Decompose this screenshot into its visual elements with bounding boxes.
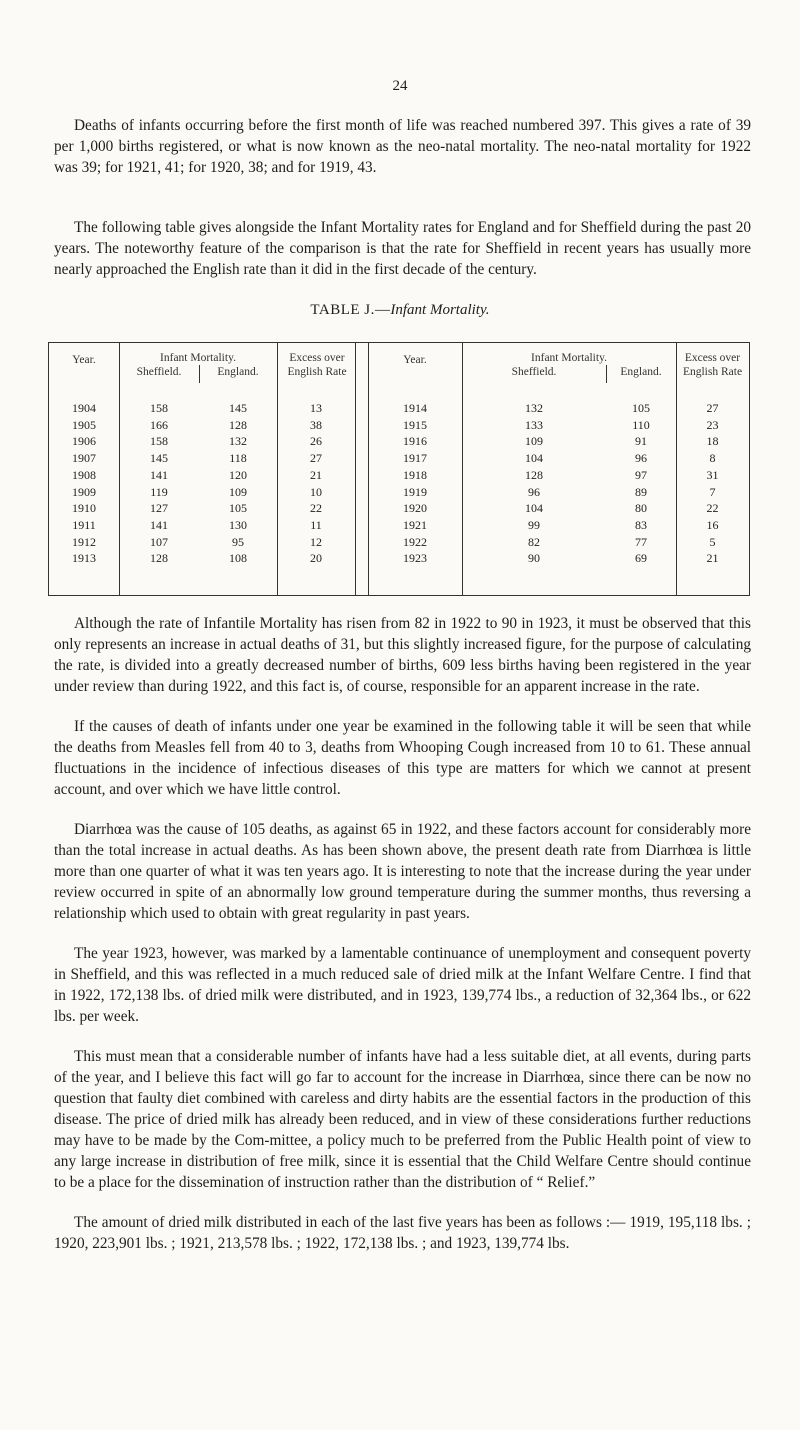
header-infant-mortality-right: Infant Mortality. — [531, 352, 607, 364]
left-cell: 1911 — [72, 517, 96, 532]
left-cell: 22 — [310, 501, 322, 516]
right-cell: 77 — [635, 534, 647, 549]
left-cell: 27 — [310, 451, 322, 466]
header-england: England. — [217, 366, 259, 378]
left-cell: 141 — [150, 517, 168, 532]
table-caption-prefix: TABLE J.— — [310, 302, 391, 318]
left-cell: 38 — [310, 417, 322, 432]
left-cell: 1909 — [72, 484, 96, 499]
right-cell: 5 — [709, 534, 716, 549]
left-cell: 1908 — [72, 467, 96, 482]
right-cell: 1921 — [403, 517, 427, 532]
right-cell: 1918 — [403, 467, 427, 482]
left-cell: 108 — [229, 551, 247, 566]
paragraph-text: The amount of dried milk distributed in each of the last five years has been as follows :— 1919, 195,118 lbs. ; 1920, 223,901 lbs. ; 1921, 213,578 lbs. ; 1922, 172,138 lbs. ; and 1923, 139,774 lbs. — [54, 1214, 751, 1252]
left-cell: 1904 — [72, 401, 96, 415]
body-paragraphs — [54, 613, 751, 1254]
right-cell: 18 — [706, 434, 719, 449]
right-cell: 89 — [635, 484, 647, 499]
left-cell: 1905 — [72, 417, 96, 432]
right-cell: 23 — [706, 417, 719, 432]
header-sheffield-right: Sheffield. — [511, 366, 557, 378]
left-cell: 1910 — [72, 501, 96, 516]
right-cell: 132 — [525, 401, 543, 415]
left-cell: 132 — [229, 434, 247, 449]
right-cell: 1920 — [403, 501, 427, 516]
paragraph-text: Deaths of infants occurring before the first month of life was reached numbered 397. This gives a rate of 39 per 1,000 births registered, or what is now known as the neo-natal mortality. The neo-natal mortality for 1922 was 39; for 1921, 41; for 1920, 38; and for 1919, 43. — [54, 117, 751, 176]
right-cell: 1914 — [403, 401, 427, 415]
left-cell: 119 — [150, 484, 168, 499]
left-cell: 141 — [150, 467, 168, 482]
right-cell: 1923 — [403, 551, 427, 566]
left-cell: 107 — [150, 534, 168, 549]
right-cell: 110 — [632, 417, 650, 432]
paragraph-table-intro — [54, 217, 751, 280]
left-cell: 11 — [310, 517, 322, 532]
left-cell: 21 — [310, 467, 322, 482]
right-cell: 109 — [525, 434, 543, 449]
header-excess-line2: English Rate — [682, 366, 743, 378]
table-caption — [0, 302, 800, 319]
left-cell: 130 — [229, 517, 247, 532]
left-cell: 158 — [150, 401, 168, 415]
infant-mortality-table — [48, 342, 750, 596]
right-cell: 22 — [706, 501, 719, 516]
paragraph-text: Diarrhœa was the cause of 105 deaths, as against 65 in 1922, and these factors account for considerably more than the total increase in actual deaths. As has been shown above, the present death rate from Diarrhœa is little more than one quarter of what it was ten years ago. It is interesting to note that the increase during the year under review occurred in spite of an abnormally low ground temperature during the summer months, thus reversing a relationship which used to obtain with great regularity in past years. — [54, 821, 751, 922]
right-cell: 97 — [635, 467, 647, 482]
right-cell: 128 — [525, 467, 543, 482]
left-cell: 118 — [229, 451, 247, 466]
right-cell: 83 — [635, 517, 647, 532]
paragraph-text: The following table gives alongside the Infant Mortality rates for England and for Sheffield during the past 20 years. The noteworthy feature of the comparison is that the rate for Sheffield in recent years has usually more nearly approached the English rate than it did in the first decade of the century. — [54, 219, 751, 278]
left-cell: 109 — [229, 484, 247, 499]
right-cell: 16 — [706, 517, 719, 532]
table-caption-title: Infant Mortality. — [390, 302, 490, 318]
header-excess-line1: Excess over — [684, 352, 741, 364]
left-cell: 120 — [229, 467, 247, 482]
right-cell: 31 — [706, 467, 719, 482]
header-excess-left — [277, 351, 357, 379]
right-cell: 7 — [709, 484, 716, 499]
page-number: 24 — [392, 78, 408, 94]
right-cell: 90 — [528, 551, 540, 566]
paragraph-text: If the causes of death of infants under one year be examined in the following table it will be seen that while the deaths from Measles fell from 40 to 3, deaths from Whooping Cough increased from 10 to 61. These annual fluctuations in the incidence of infectious diseases of this type are matters for which we cannot at present account, and over which we have little control. — [54, 718, 751, 798]
header-excess-line2: English Rate — [287, 366, 347, 378]
left-cell: 1913 — [72, 551, 96, 566]
right-cell: 133 — [525, 417, 543, 432]
right-cell: 104 — [525, 451, 543, 466]
header-excess-right — [676, 351, 749, 379]
right-cell: 1916 — [403, 434, 427, 449]
left-cell: 127 — [150, 501, 168, 516]
left-cell: 10 — [310, 484, 322, 499]
header-sheffield: Sheffield. — [136, 366, 182, 378]
right-cell: 80 — [635, 501, 647, 516]
right-cell: 91 — [635, 434, 647, 449]
left-cell: 128 — [150, 551, 168, 566]
left-cell: 12 — [310, 534, 322, 549]
left-cell: 95 — [232, 534, 244, 549]
header-infant-mortality: Infant Mortality. — [160, 352, 236, 364]
paragraph-neonatal — [54, 115, 751, 178]
left-cell: 1906 — [72, 434, 96, 449]
header-excess-line1: Excess over — [289, 352, 345, 364]
left-cell: 128 — [229, 417, 247, 432]
right-cell: 1922 — [403, 534, 427, 549]
paragraph-text: This must mean that a considerable number of infants have had a less suitable diet, at all events, during parts of the year, and I believe this fact will go far to account for the increase in Diarrhœa, since there can be now no question that faulty diet combined with careless and dirty habits are the essential factors in the production of this disease. The price of dried milk has already been reduced, and in view of these considerations further reductions may have to be made by the Com-mittee, a policy much to be preferred from the Public Health point of view to any large increase in distribution of free milk, since it is essential that the Child Welfare Centre should continue to be a place for the dissemination of instruction rather than the distribution of “ Relief.” — [54, 1048, 751, 1191]
left-cell: 158 — [150, 434, 168, 449]
right-cell: 1915 — [403, 417, 427, 432]
right-cell: 27 — [706, 401, 719, 415]
left-cell: 145 — [229, 401, 247, 415]
left-cell: 13 — [310, 401, 322, 415]
right-cell: 104 — [525, 501, 543, 516]
right-cell: 105 — [632, 401, 650, 415]
paragraph-text: Although the rate of Infantile Mortality has risen from 82 in 1922 to 90 in 1923, it must be observed that this only represents an increase in actual deaths of 31, but this slightly increased figure, for the purpose of calculating the rate, is divided into a greatly decreased number of births, 609 less births having been registered in the year under review than during 1922, and this fact is, of course, responsible for an apparent increase in the rate. — [54, 615, 751, 695]
right-cell: 8 — [709, 451, 716, 466]
paragraph-text: The year 1923, however, was marked by a lamentable continuance of unemployment and consequent poverty in Sheffield, and this was reflected in a much reduced sale of dried milk at the Infant Welfare Centre. I find that in 1922, 172,138 lbs. of dried milk were distributed, and in 1923, 139,774 lbs., a reduction of 32,364 lbs., or 622 lbs. per week. — [54, 945, 751, 1025]
right-cell: 1917 — [403, 451, 427, 466]
left-cell: 1907 — [72, 451, 96, 466]
left-cell: 1912 — [72, 534, 96, 549]
left-cell: 145 — [150, 451, 168, 466]
header-year: Year. — [72, 354, 96, 366]
right-cell: 69 — [635, 551, 647, 566]
right-cell: 82 — [528, 534, 540, 549]
header-england-right: England. — [620, 366, 662, 378]
right-cell: 96 — [528, 484, 540, 499]
right-cell: 99 — [528, 517, 540, 532]
right-cell: 1919 — [403, 484, 427, 499]
left-cell: 166 — [150, 417, 168, 432]
right-cell: 96 — [635, 451, 647, 466]
left-cell: 105 — [229, 501, 247, 516]
header-year-right: Year. — [403, 354, 427, 366]
left-cell: 20 — [310, 551, 322, 566]
right-cell: 21 — [706, 551, 719, 566]
left-cell: 26 — [310, 434, 322, 449]
